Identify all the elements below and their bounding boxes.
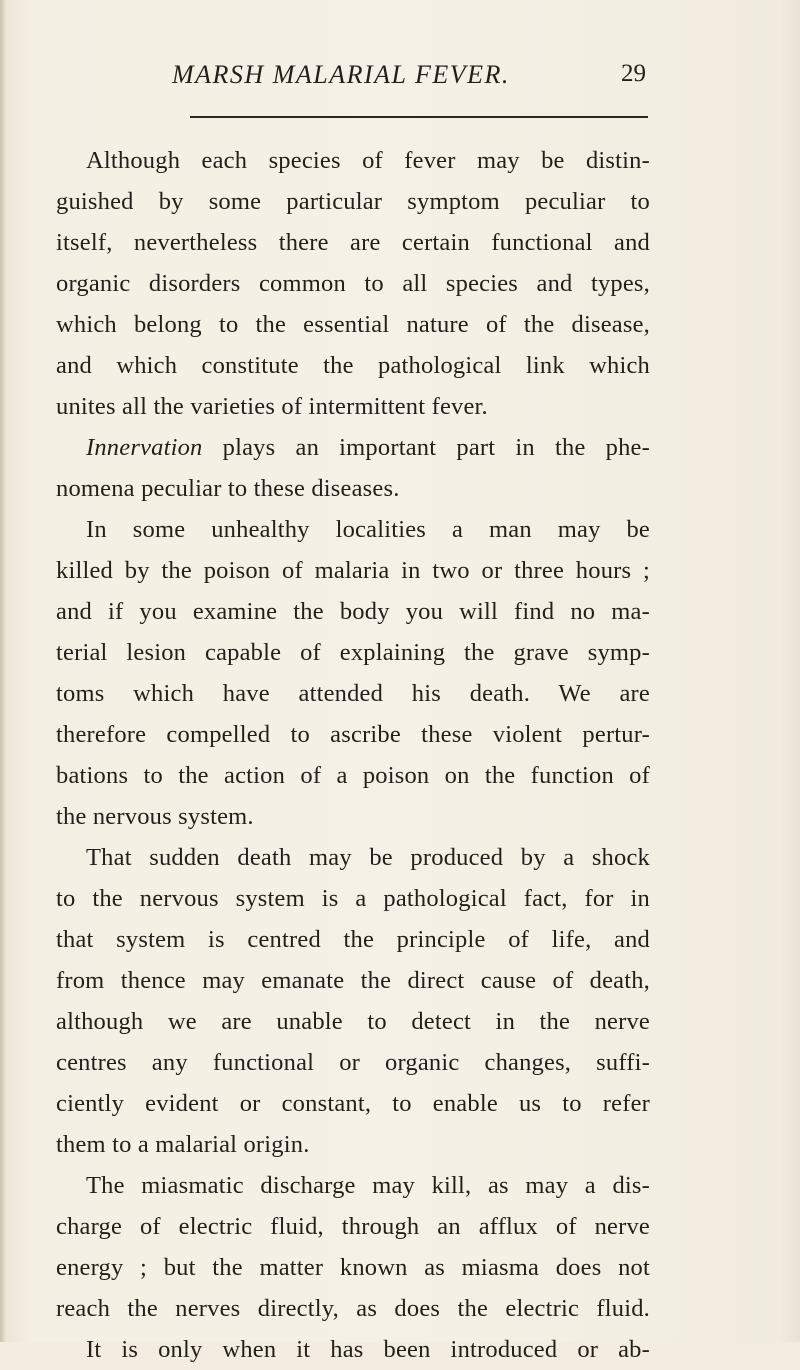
text-line: therefore compelled to ascribe these violent pertur- <box>56 721 650 748</box>
text-line: centres any functional or organic changes, suffi- <box>56 1049 650 1076</box>
text-line: In some unhealthy localities a man may be <box>86 516 650 543</box>
text-line: energy ; but the matter known as miasma does not <box>56 1254 650 1281</box>
text-line: bations to the action of a poison on the function of <box>56 762 650 789</box>
running-head <box>170 60 650 100</box>
page-number: 29 <box>621 60 646 87</box>
text-line: guished by some particular symptom peculiar to <box>56 188 650 215</box>
header-rule <box>190 116 648 118</box>
text-line: terial lesion capable of explaining the grave symp- <box>56 639 650 666</box>
text-line: It is only when it has been introduced or ab- <box>86 1336 650 1363</box>
text-line: and which constitute the pathological link which <box>56 352 650 379</box>
text-line: organic disorders common to all species and types, <box>56 270 650 297</box>
text-line-innervation <box>56 427 650 468</box>
text-line: ciently evident or constant, to enable us to refer <box>56 1090 650 1117</box>
text-line: the nervous system. <box>56 803 254 830</box>
text-line: killed by the poison of malaria in two or three hours ; <box>56 557 650 584</box>
running-title: MARSH MALARIAL FEVER. <box>172 60 510 89</box>
text-line: The miasmatic discharge may kill, as may a dis- <box>86 1172 650 1199</box>
page-binding-shadow <box>0 0 6 1342</box>
text-line: from thence may emanate the direct cause of death, <box>56 967 650 994</box>
text-line: Although each species of fever may be distin- <box>86 147 650 174</box>
text-line: itself, nevertheless there are certain functional and <box>56 229 650 256</box>
text-line: That sudden death may be produced by a shock <box>86 844 650 871</box>
body-text <box>56 140 650 1370</box>
text-line: to the nervous system is a pathological fact, for in <box>56 885 650 912</box>
text-line-rest: plays an important part in the phe- <box>222 434 650 461</box>
text-line: charge of electric fluid, through an afflux of nerve <box>56 1213 650 1240</box>
text-line: that system is centred the principle of life, and <box>56 926 650 953</box>
text-line: which belong to the essential nature of the disease, <box>56 311 650 338</box>
text-line: although we are unable to detect in the nerve <box>56 1008 650 1035</box>
text-line: reach the nerves directly, as does the electric fluid. <box>56 1295 650 1322</box>
text-line: and if you examine the body you will find no ma- <box>56 598 650 625</box>
emphasis-innervation: Innervation <box>86 434 203 461</box>
text-line: unites all the varieties of intermittent fever. <box>56 393 488 420</box>
text-line: nomena peculiar to these diseases. <box>56 475 400 502</box>
text-line: toms which have attended his death. We are <box>56 680 650 707</box>
text-line: them to a malarial origin. <box>56 1131 310 1158</box>
